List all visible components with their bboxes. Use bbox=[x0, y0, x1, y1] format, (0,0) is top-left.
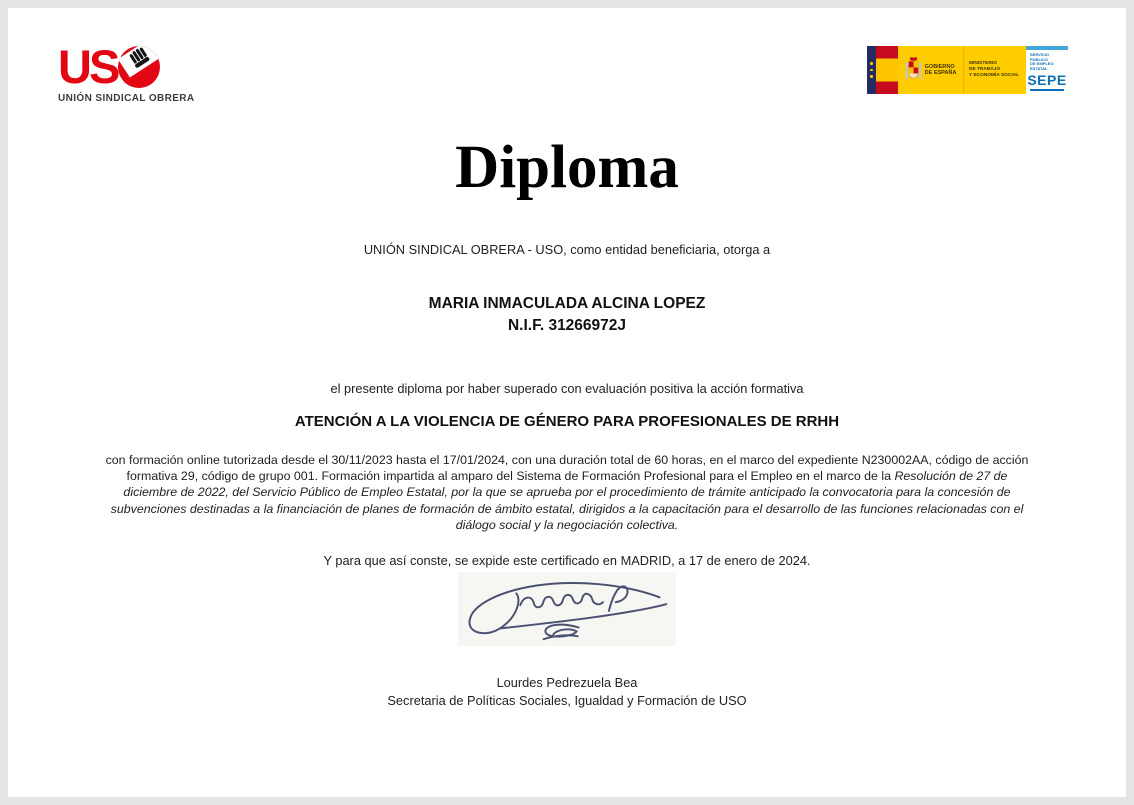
signature-image bbox=[458, 572, 676, 646]
government-logo bbox=[867, 46, 1068, 94]
diploma-page bbox=[8, 8, 1126, 797]
certificate-body bbox=[56, 136, 1078, 710]
gobierno-line-1: GOBIERNO bbox=[924, 63, 955, 70]
recipient-block bbox=[56, 293, 1078, 336]
award-line: el presente diploma por haber superado con evaluación positiva la acción formativa bbox=[330, 381, 804, 396]
ministerio-line-3: Y ECONOMÍA SOCIAL bbox=[969, 73, 1020, 78]
uso-logo bbox=[58, 40, 195, 104]
recipient-name: MARIA INMACULADA ALCINA LOPEZ bbox=[428, 295, 706, 312]
gobierno-box bbox=[898, 46, 964, 94]
ministerio-line-2: DE TRABAJO bbox=[969, 67, 1001, 72]
gobierno-line-2: DE ESPAÑA bbox=[924, 70, 957, 76]
uso-wordmark bbox=[58, 40, 188, 93]
spain-flag bbox=[876, 46, 898, 94]
sepe-logo bbox=[1026, 46, 1068, 94]
signature-area bbox=[56, 572, 1078, 646]
uso-acronym-text: US bbox=[58, 40, 118, 93]
signer-title: Secretaria de Políticas Sociales, Igualdad y Formación de USO bbox=[387, 693, 747, 709]
signer-block bbox=[56, 674, 1078, 710]
header bbox=[56, 40, 1078, 104]
ministerio-box bbox=[964, 46, 1026, 94]
sepe-service-line-2: DE EMPLEO ESTATAL bbox=[1030, 61, 1054, 71]
sepe-underline bbox=[1030, 89, 1064, 91]
issuer-line: UNIÓN SINDICAL OBRERA - USO, como entidad beneficiaria, otorga a bbox=[363, 242, 771, 257]
details-italic-text: Resolución de 27 de diciembre de 2022, del Servicio Público de Empleo Estatal, por la que se aprueba por el procedimiento de trámite anticipado la convocatoria para la concesión de subvenciones destinadas a la financiación de planes de formación de ámbito estatal, dirigidos a la capacitación para el desarrollo de las funciones relacionadas con el diálogo social y la negociación colectiva. bbox=[110, 469, 1024, 532]
eu-star-dot bbox=[870, 69, 873, 72]
uso-tagline: UNIÓN SINDICAL OBRERA bbox=[58, 93, 195, 104]
eu-star-dot bbox=[870, 75, 873, 78]
ministerio-line-1: MINISTERIO bbox=[969, 61, 997, 66]
fist-icon bbox=[118, 46, 160, 88]
details-paragraph bbox=[102, 452, 1032, 533]
eu-star-dot bbox=[870, 62, 873, 65]
gobierno-label bbox=[925, 64, 957, 77]
sepe-acronym: SEPE bbox=[1027, 72, 1067, 89]
signature-stroke bbox=[469, 583, 666, 639]
diploma-title: Diploma bbox=[455, 134, 679, 201]
sepe-service-line-1: SERVICIO PÚBLICO bbox=[1030, 52, 1050, 62]
signer-name: Lourdes Pedrezuela Bea bbox=[496, 675, 638, 691]
issue-line: Y para que así conste, se expide este certificado en MADRID, a 17 de enero de 2024. bbox=[323, 553, 811, 569]
course-title: ATENCIÓN A LA VIOLENCIA DE GÉNERO PARA PROFESIONALES DE RRHH bbox=[294, 413, 840, 430]
eu-flag-strip bbox=[867, 46, 876, 94]
details-regular-text: con formación online tutorizada desde el 30/11/2023 hasta el 17/01/2024, con una duración total de 60 horas, en el marco del expediente N230002AA, código de acción formativa 29, código de grupo 001. Formación impartida al amparo del Sistema de Formación Profesional para el Empleo en el marco de la bbox=[105, 453, 1029, 484]
recipient-nif: N.I.F. 31266972J bbox=[507, 316, 627, 334]
coat-of-arms-icon bbox=[905, 55, 922, 85]
